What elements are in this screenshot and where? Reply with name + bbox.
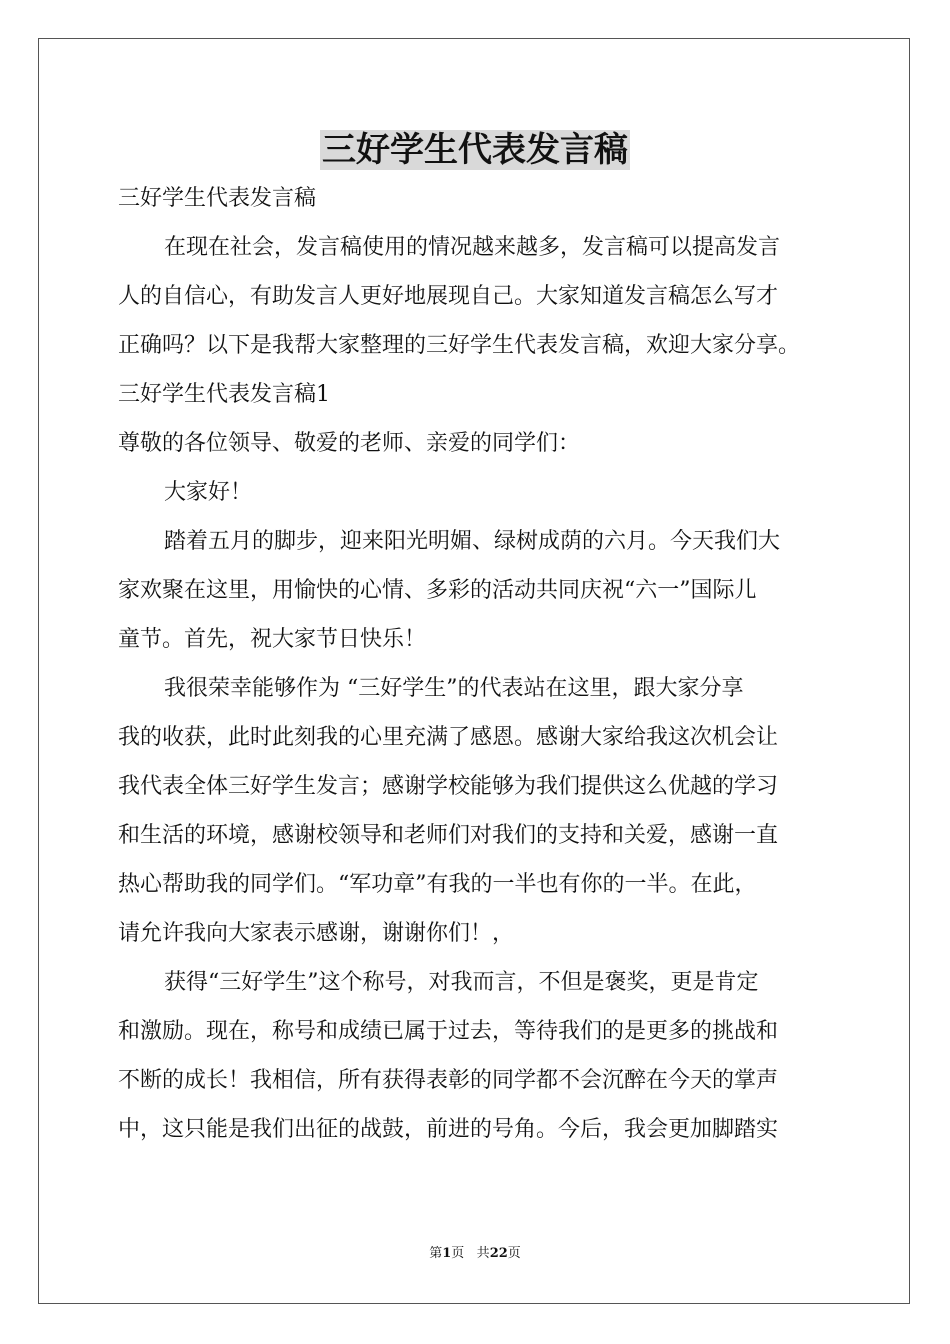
- body-line: 在现在社会，发言稿使用的情况越来越多，发言稿可以提高发言: [164, 235, 781, 260]
- body-line: 热心帮助我的同学们。“军功章”有我的一半也有你的一半。在此，: [118, 872, 757, 897]
- document-title: [0, 126, 950, 174]
- footer-page-prefix: 第: [429, 1246, 443, 1261]
- footer-current-page: 1: [442, 1246, 452, 1261]
- body-line: 我的收获，此时此刻我的心里充满了感恩。感谢大家给我这次机会让: [118, 725, 779, 750]
- body-line: 童节。首先，祝大家节日快乐！: [118, 627, 427, 652]
- footer-page-suffix: 页: [451, 1246, 465, 1261]
- body-line: 不断的成长！我相信，所有获得表彰的同学都不会沉醉在今天的掌声: [118, 1068, 779, 1093]
- body-line: 中，这只能是我们出征的战鼓，前进的号角。今后，我会更加脚踏实: [118, 1117, 779, 1142]
- body-line: 我很荣幸能够作为 “三好学生”的代表站在这里，跟大家分享: [164, 676, 744, 701]
- body-line: 三好学生代表发言稿1: [118, 382, 330, 407]
- footer-total-prefix: 共: [476, 1246, 490, 1261]
- body-line: 大家好！: [164, 480, 253, 505]
- body-line: 踏着五月的脚步，迎来阳光明媚、绿树成荫的六月。今天我们大: [164, 529, 781, 554]
- document-body: [118, 174, 838, 1154]
- body-line: 家欢聚在这里，用愉快的心情、多彩的活动共同庆祝“六一”国际儿: [118, 578, 757, 603]
- body-line: 和激励。现在，称号和成绩已属于过去，等待我们的是更多的挑战和: [118, 1019, 779, 1044]
- body-line: 尊敬的各位领导、敬爱的老师、亲爱的同学们：: [118, 431, 581, 456]
- page-footer: [0, 1245, 950, 1263]
- document-title-text: 三好学生代表发言稿: [322, 130, 628, 170]
- footer-total-pages: 22: [489, 1246, 508, 1261]
- body-line: 三好学生代表发言稿: [118, 186, 317, 211]
- body-line: 正确吗？以下是我帮大家整理的三好学生代表发言稿，欢迎大家分享。: [118, 333, 801, 358]
- body-line: 和生活的环境，感谢校领导和老师们对我们的支持和关爱，感谢一直: [118, 823, 779, 848]
- footer-total-suffix: 页: [507, 1246, 521, 1261]
- body-line: 获得“三好学生”这个称号，对我而言，不但是褒奖，更是肯定: [164, 970, 759, 995]
- body-line: 请允许我向大家表示感谢，谢谢你们！，: [118, 921, 515, 946]
- body-line: 我代表全体三好学生发言；感谢学校能够为我们提供这么优越的学习: [118, 774, 779, 799]
- body-line: 人的自信心，有助发言人更好地展现自己。大家知道发言稿怎么写才: [118, 284, 779, 309]
